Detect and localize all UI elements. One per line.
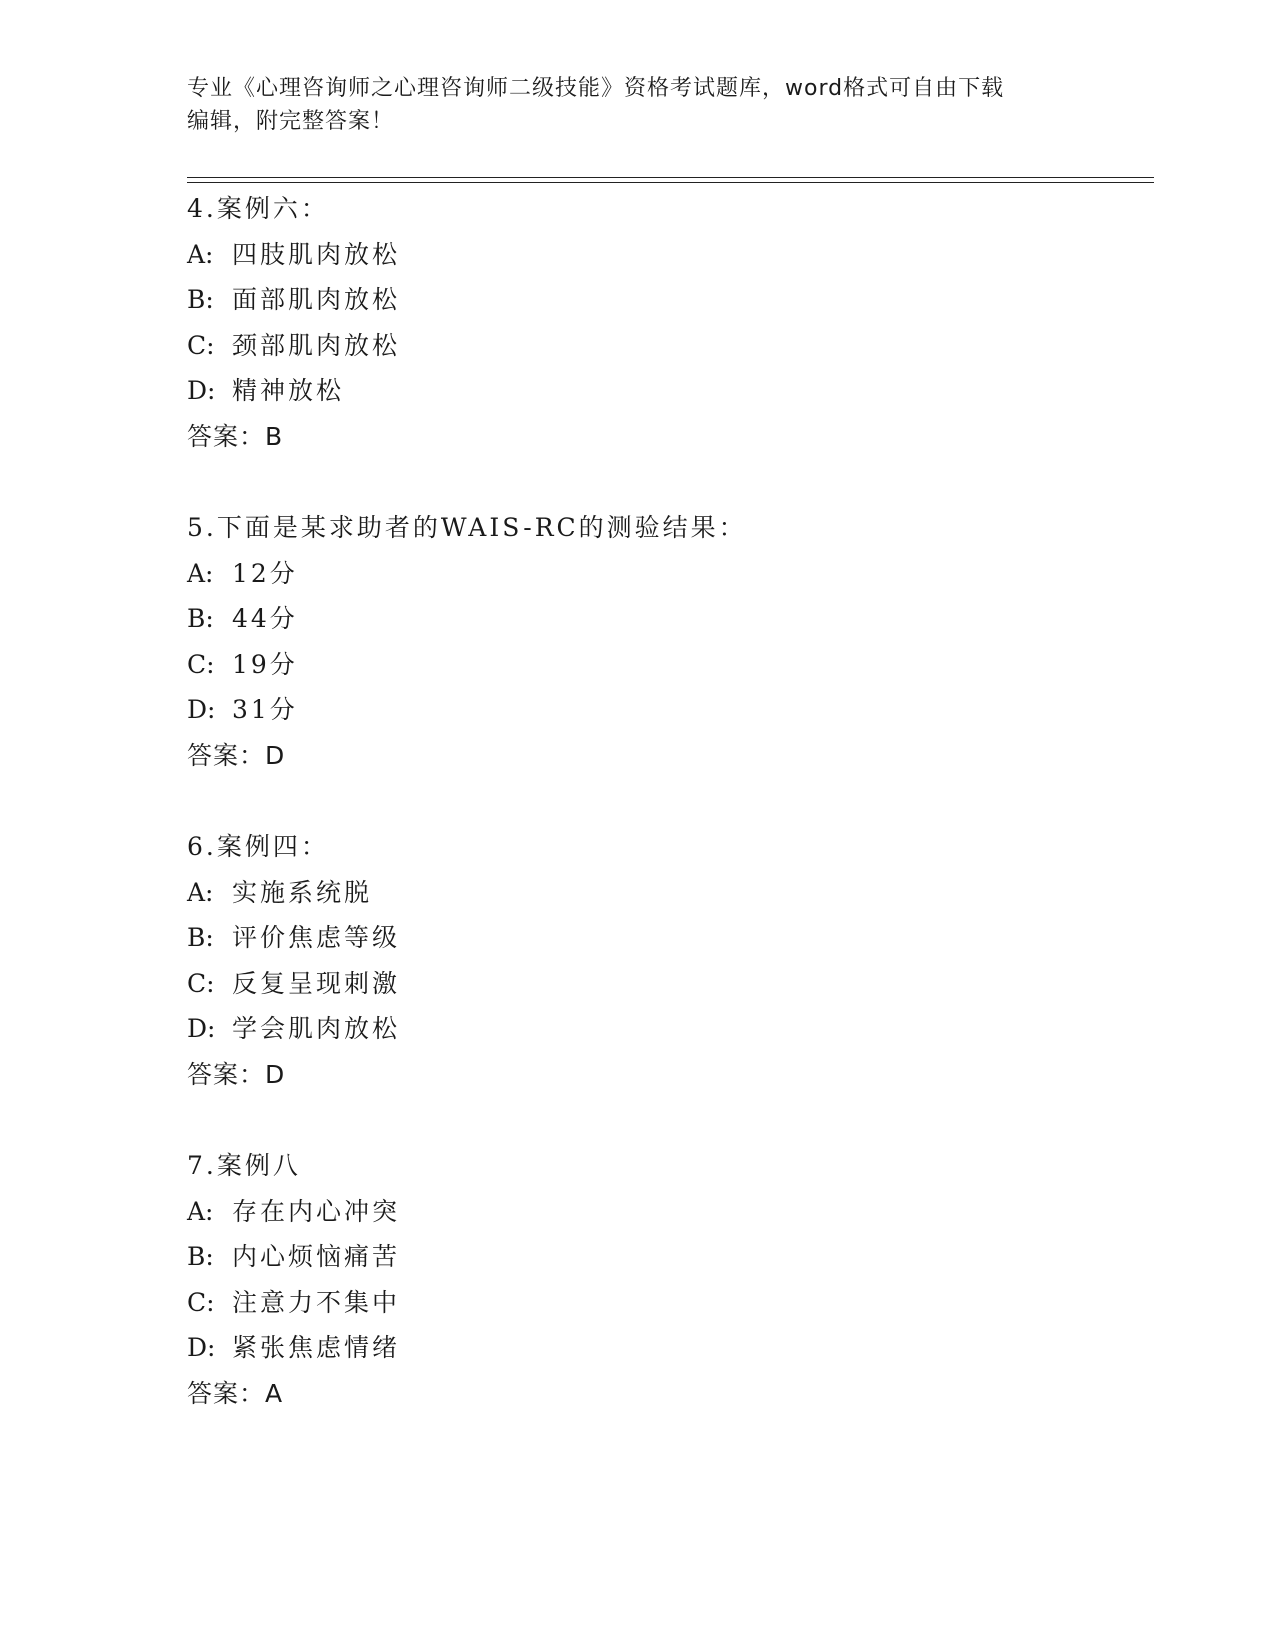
option-c (187, 642, 1147, 688)
question-stem: 6.案例四： (187, 832, 329, 861)
option-letter: A: (187, 558, 214, 588)
document-header (187, 72, 1087, 138)
option-text: 精神放松 (232, 376, 345, 405)
option-text: 评价焦虑等级 (232, 923, 401, 952)
header-divider-top (187, 177, 1154, 178)
question-block (187, 824, 1147, 1097)
option-a (187, 232, 1147, 278)
option-text: 44分 (232, 604, 298, 633)
option-c (187, 961, 1147, 1007)
option-letter: B: (187, 1242, 214, 1271)
option-text: 31分 (232, 695, 298, 724)
option-text: 注意力不集中 (232, 1287, 401, 1317)
option-a (187, 870, 1147, 916)
option-a (187, 1189, 1147, 1235)
option-letter: A: (187, 239, 214, 269)
question-stem: 5.下面是某求助者的WAIS-RC的测验结果： (187, 513, 747, 542)
option-text: 颈部肌肉放松 (232, 330, 401, 360)
option-b (187, 915, 1147, 961)
answer-line: 答案：D (187, 1059, 286, 1089)
option-text: 紧张焦虑情绪 (232, 1333, 401, 1362)
option-text: 19分 (232, 649, 298, 679)
option-text: 12分 (232, 558, 298, 588)
question-stem: 4.案例六： (187, 194, 329, 223)
option-d (187, 687, 1147, 733)
option-letter: D: (187, 376, 216, 405)
option-letter: C: (187, 649, 215, 679)
option-c (187, 1280, 1147, 1326)
header-divider-bottom (187, 182, 1154, 183)
option-text: 内心烦恼痛苦 (232, 1242, 401, 1271)
option-letter: D: (187, 1014, 216, 1043)
question-block (187, 186, 1147, 459)
answer-line: 答案：A (187, 1378, 284, 1408)
option-d (187, 1325, 1147, 1371)
option-letter: B: (187, 285, 214, 314)
option-b (187, 277, 1147, 323)
option-b (187, 1234, 1147, 1280)
option-letter: D: (187, 1333, 216, 1362)
option-letter: C: (187, 330, 215, 360)
header-line-2: 编辑，附完整答案！ (187, 109, 395, 134)
option-a (187, 551, 1147, 597)
option-letter: B: (187, 604, 214, 633)
answer-line: 答案：B (187, 421, 284, 451)
option-text: 面部肌肉放松 (232, 285, 401, 314)
option-text: 四肢肌肉放松 (232, 239, 401, 269)
answer-line: 答案：D (187, 740, 286, 770)
option-d (187, 368, 1147, 414)
option-letter: C: (187, 1287, 215, 1317)
option-letter: C: (187, 968, 215, 998)
header-line-1: 专业《心理咨询师之心理咨询师二级技能》资格考试题库，word格式可自由下载 (187, 76, 1005, 101)
question-block (187, 1143, 1147, 1416)
option-letter: D: (187, 695, 216, 724)
option-text: 存在内心冲突 (232, 1196, 401, 1226)
option-text: 实施系统脱 (232, 877, 373, 907)
option-letter: A: (187, 1196, 214, 1226)
option-text: 学会肌肉放松 (232, 1014, 401, 1043)
option-text: 反复呈现刺激 (232, 968, 401, 998)
option-letter: B: (187, 923, 214, 952)
question-block (187, 505, 1147, 778)
option-d (187, 1006, 1147, 1052)
option-b (187, 596, 1147, 642)
question-stem: 7.案例八 (187, 1151, 301, 1180)
option-letter: A: (187, 877, 214, 907)
option-c (187, 323, 1147, 369)
